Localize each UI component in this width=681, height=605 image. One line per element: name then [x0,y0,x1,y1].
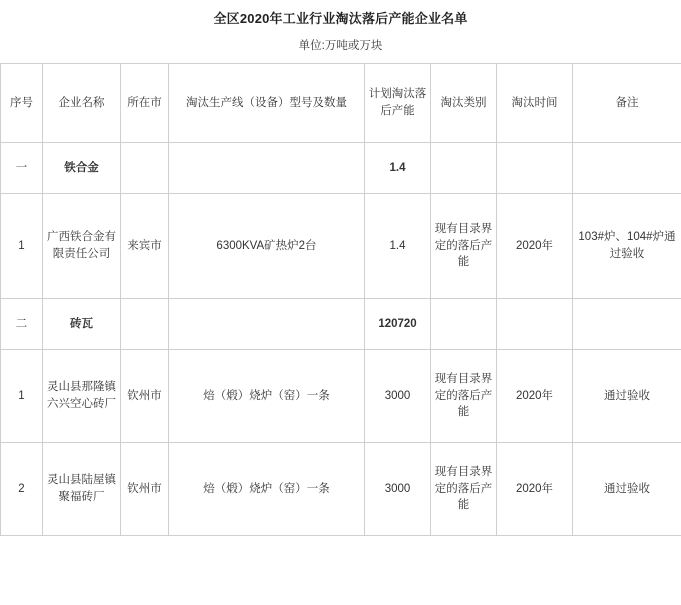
cell-time: 2020年 [497,350,573,443]
table-row [1,350,681,443]
cell-enterprise-name: 铁合金 [43,143,121,194]
cell-production-line: 焙（煅）烧炉（窑）一条 [169,443,365,536]
cell-capacity: 1.4 [365,194,431,299]
header-cell-production-line: 淘汰生产线（设备）型号及数量 [169,64,365,143]
cell-capacity: 3000 [365,350,431,443]
cell-category [431,299,497,350]
table-header-row [1,64,681,143]
header-cell-seq: 序号 [1,64,43,143]
unit-note: 单位:万吨或万块 [298,40,383,52]
header-cell-note: 备注 [573,64,681,143]
cell-note: 通过验收 [573,350,681,443]
cell-capacity: 3000 [365,443,431,536]
table-body [1,143,681,536]
cell-seq: 二 [1,299,43,350]
cell-time [497,143,573,194]
cell-category [431,143,497,194]
header-cell-category: 淘汰类别 [431,64,497,143]
cell-category: 现有目录界定的落后产能 [431,194,497,299]
cell-seq: 1 [1,350,43,443]
cell-capacity: 120720 [365,299,431,350]
table-row [1,299,681,350]
table-row [1,443,681,536]
cell-time: 2020年 [497,443,573,536]
cell-enterprise-name: 灵山县陆屋镇聚福砖厂 [43,443,121,536]
cell-note: 通过验收 [573,443,681,536]
cell-time [497,299,573,350]
cell-seq: 2 [1,443,43,536]
cell-production-line: 6300KVA矿热炉2台 [169,194,365,299]
cell-enterprise-name: 灵山县那隆镇六兴空心砖厂 [43,350,121,443]
page-title: 全区2020年工业行业淘汰落后产能企业名单 [213,11,468,26]
cell-city: 钦州市 [121,443,169,536]
cell-production-line [169,143,365,194]
header-cell-capacity: 计划淘汰落后产能 [365,64,431,143]
cell-note [573,299,681,350]
cell-note [573,143,681,194]
cell-category: 现有目录界定的落后产能 [431,350,497,443]
header-cell-enterprise-name: 企业名称 [43,64,121,143]
cell-production-line: 焙（煅）烧炉（窑）一条 [169,350,365,443]
table-row [1,143,681,194]
cell-city: 钦州市 [121,350,169,443]
cell-time: 2020年 [497,194,573,299]
cell-note: 103#炉、104#炉通过验收 [573,194,681,299]
table-header [1,64,681,143]
cell-seq: 1 [1,194,43,299]
cell-city [121,143,169,194]
cell-enterprise-name: 砖瓦 [43,299,121,350]
cell-capacity: 1.4 [365,143,431,194]
phase-out-enterprises-table [0,63,681,536]
header-cell-time: 淘汰时间 [497,64,573,143]
cell-production-line [169,299,365,350]
cell-category: 现有目录界定的落后产能 [431,443,497,536]
table-row [1,194,681,299]
cell-seq: 一 [1,143,43,194]
cell-city: 来宾市 [121,194,169,299]
cell-enterprise-name: 广西铁合金有限责任公司 [43,194,121,299]
cell-city [121,299,169,350]
header-cell-city: 所在市 [121,64,169,143]
